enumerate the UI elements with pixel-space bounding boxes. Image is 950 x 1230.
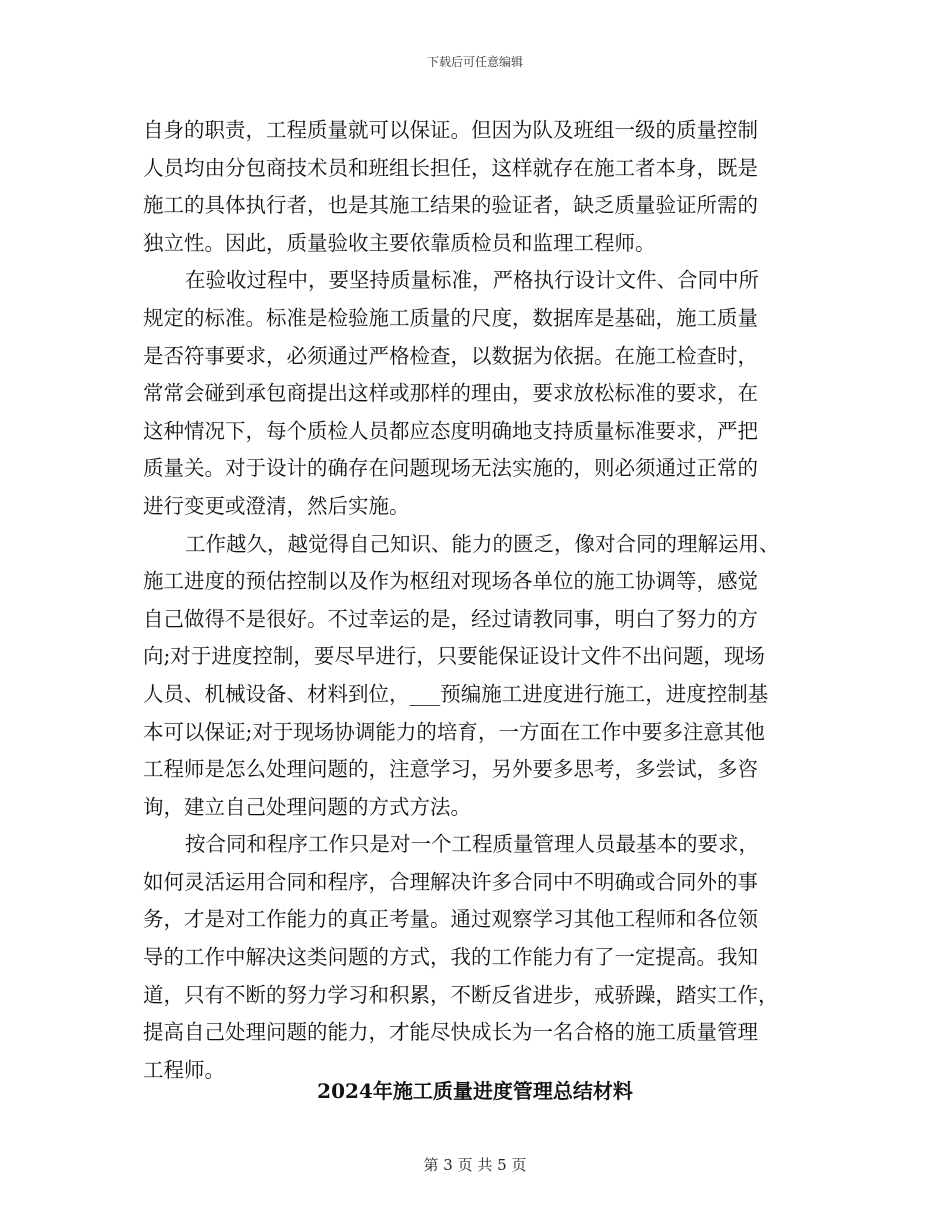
text-line: 常常会碰到承包商提出这样或那样的理由，要求放松标准的要求，在: [143, 381, 758, 406]
text-line: 进行变更或澄清，然后实施。: [143, 493, 410, 518]
text-line: 规定的标准。标准是检验施工质量的尺度，数据库是基础，施工质量: [143, 305, 758, 330]
text-line: 工程师是怎么处理问题的，注意学习，另外要多思考，多尝试，多咨: [143, 757, 758, 782]
document-body: [143, 112, 809, 1089]
text-line: 务，才是对工作能力的真正考量。通过观察学习其他工程师和各位领: [143, 907, 758, 932]
text-line: 独立性。因此，质量验收主要依靠质检员和监理工程师。: [143, 230, 656, 255]
text-line: 人员、机械设备、材料到位，___预编施工进度进行施工，进度控制基: [143, 681, 769, 706]
text-line: 这种情况下，每个质检人员都应态度明确地支持质量标准要求，严把: [143, 418, 758, 443]
text-line: 是否符事要求，必须通过严格检查，以数据为依据。在施工检查时，: [143, 343, 758, 368]
text-line: 施工的具体执行者，也是其施工结果的验证者，缺乏质量验证所需的: [143, 193, 758, 218]
text-line: 导的工作中解决这类问题的方式，我的工作能力有了一定提高。我知: [143, 945, 758, 970]
text-line: 自身的职责，工程质量就可以保证。但因为队及班组一级的质量控制: [143, 118, 758, 142]
text-line: 向;对于进度控制，要尽早进行，只要能保证设计文件不出问题，现场: [143, 644, 765, 669]
text-line: 道，只有不断的努力学习和积累，不断反省进步，戒骄躁，踏实工作，: [143, 982, 779, 1007]
page-number-footer: 第 3 页 共 5 页: [423, 1156, 527, 1174]
text-line: 提高自己处理问题的能力，才能尽快成长为一名合格的施工质量管理: [143, 1020, 758, 1045]
text-line: 本可以保证;对于现场协调能力的培育，一方面在工作中要多注意其他: [143, 719, 765, 744]
text-line: 如何灵活运用合同和程序，合理解决许多合同中不明确或合同外的事: [143, 869, 758, 894]
paragraph-start-line: 在验收过程中，要坚持质量标准，严格执行设计文件、合同中所: [185, 268, 759, 293]
text-line: 质量关。对于设计的确存在问题现场无法实施的，则必须通过正常的: [143, 456, 758, 481]
document-title: 2024年施工质量进度管理总结材料: [317, 1079, 633, 1103]
text-line: 询，建立自己处理问题的方式方法。: [143, 794, 471, 819]
text-line: 人员均由分包商技术员和班组长担任，这样就存在施工者本身，既是: [143, 155, 758, 180]
text-line: 自己做得不是很好。不过幸运的是，经过请教同事，明白了努力的方: [143, 606, 758, 631]
paragraph-start-line: 工作越久，越觉得自己知识、能力的匮乏，像对合同的理解运用、: [185, 531, 780, 556]
text-line: 施工进度的预估控制以及作为枢纽对现场各单位的施工协调等，感觉: [143, 569, 758, 594]
paragraph-start-line: 按合同和程序工作只是对一个工程质量管理人员最基本的要求，: [185, 832, 759, 857]
text-line: 工程师。: [143, 1057, 225, 1082]
page-header: 下载后可任意编辑: [426, 55, 523, 69]
